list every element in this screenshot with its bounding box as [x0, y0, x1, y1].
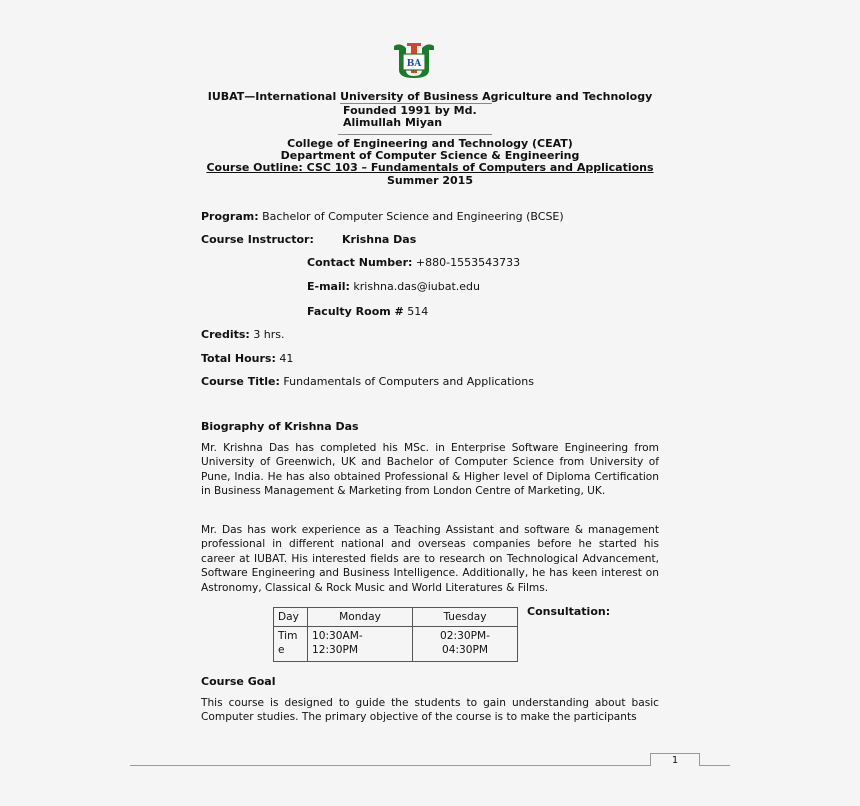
biography-paragraph-1: Mr. Krishna Das has completed his MSc. in Enterprise Software Engineering from University of Greenwich, UK and Bachelor of Computer Science from University of Pune, India. He has also obtained Professional & Higher level of Diploma Certification in Business Management & Marketing from London Centre of Marketing, UK. — [201, 442, 659, 498]
table-row — [274, 627, 518, 662]
header-rule-bottom — [338, 134, 492, 135]
monday-time-line-1: 10:30AM- — [312, 630, 363, 642]
consultation-table — [273, 607, 518, 662]
table-row — [274, 608, 518, 627]
email-line — [307, 280, 480, 293]
biography-heading: Biography of Krishna Das — [201, 420, 359, 433]
contact-label: Contact Number: — [307, 256, 413, 269]
footer-rule — [130, 765, 730, 766]
tuesday-time-line-2: 04:30PM — [441, 644, 489, 656]
table-cell-time — [274, 627, 308, 662]
course-title-label: Course Title: — [201, 375, 280, 388]
hours-label: Total Hours: — [201, 352, 276, 365]
table-cell-monday: Monday — [308, 608, 413, 627]
table-cell-day: Day — [274, 608, 308, 627]
course-outline-title: Course Outline: CSC 103 – Fundamentals of Computers and Applications — [206, 161, 654, 174]
instructor-label: Course Instructor: — [201, 233, 314, 246]
room-value: 514 — [407, 305, 429, 318]
institution-name: IUBAT—International University of Business Agriculture and Technology — [207, 90, 653, 103]
tuesday-time-line-1: 02:30PM- — [440, 630, 490, 642]
consultation-label: Consultation: — [527, 605, 611, 618]
hours-value: 41 — [279, 352, 294, 365]
course-title-value: Fundamentals of Computers and Applications — [283, 375, 534, 388]
page-number: 1 — [650, 753, 700, 766]
logo-text: BA — [406, 59, 422, 69]
founded-line-1: Founded 1991 by Md. — [343, 104, 477, 117]
monday-time-line-2: 12:30PM — [312, 644, 359, 656]
course-title-line — [201, 375, 534, 388]
table-cell-tuesday-time — [413, 627, 518, 662]
hours-line — [201, 352, 293, 365]
term: Summer 2015 — [386, 174, 473, 187]
course-goal-heading: Course Goal — [201, 675, 276, 688]
college-name: College of Engineering and Technology (CEAT) — [287, 137, 573, 150]
contact-line — [307, 256, 520, 269]
time-label-line-2: e — [278, 644, 285, 656]
program-line — [201, 210, 564, 223]
founded-line-2: Alimullah Miyan — [343, 116, 443, 129]
contact-value: +880-1553543733 — [415, 256, 521, 269]
course-goal-text: This course is designed to guide the students to gain understanding about basic Computer studies. The primary objective of the course is to make the participants — [201, 697, 659, 724]
email-label: E-mail: — [307, 280, 350, 293]
email-value: krishna.das@iubat.edu — [353, 280, 481, 293]
time-label-line-1: Tim — [278, 630, 298, 642]
biography-paragraph-2: Mr. Das has work experience as a Teaching Assistant and software & management professional in different national and overseas companies before he started his career at IUBAT. His interested fields are to research on Technological Advancement, Software Engineering and Business Intelligence. Additionally, he has keen interest on Astronomy, Classical & Rock Music and World Literatures & Films. — [201, 524, 659, 594]
instructor-value: Krishna Das — [342, 233, 417, 246]
room-line — [307, 305, 428, 318]
iubat-logo-icon — [392, 42, 436, 78]
credits-line — [201, 328, 285, 341]
room-label: Faculty Room # — [307, 305, 404, 318]
credits-label: Credits: — [201, 328, 250, 341]
program-value: Bachelor of Computer Science and Engineering (BCSE) — [262, 210, 564, 223]
table-cell-monday-time — [308, 627, 413, 662]
department-name: Department of Computer Science & Engineering — [280, 149, 580, 162]
table-cell-tuesday: Tuesday — [413, 608, 518, 627]
program-label: Program: — [201, 210, 259, 223]
credits-value: 3 hrs. — [253, 328, 285, 341]
